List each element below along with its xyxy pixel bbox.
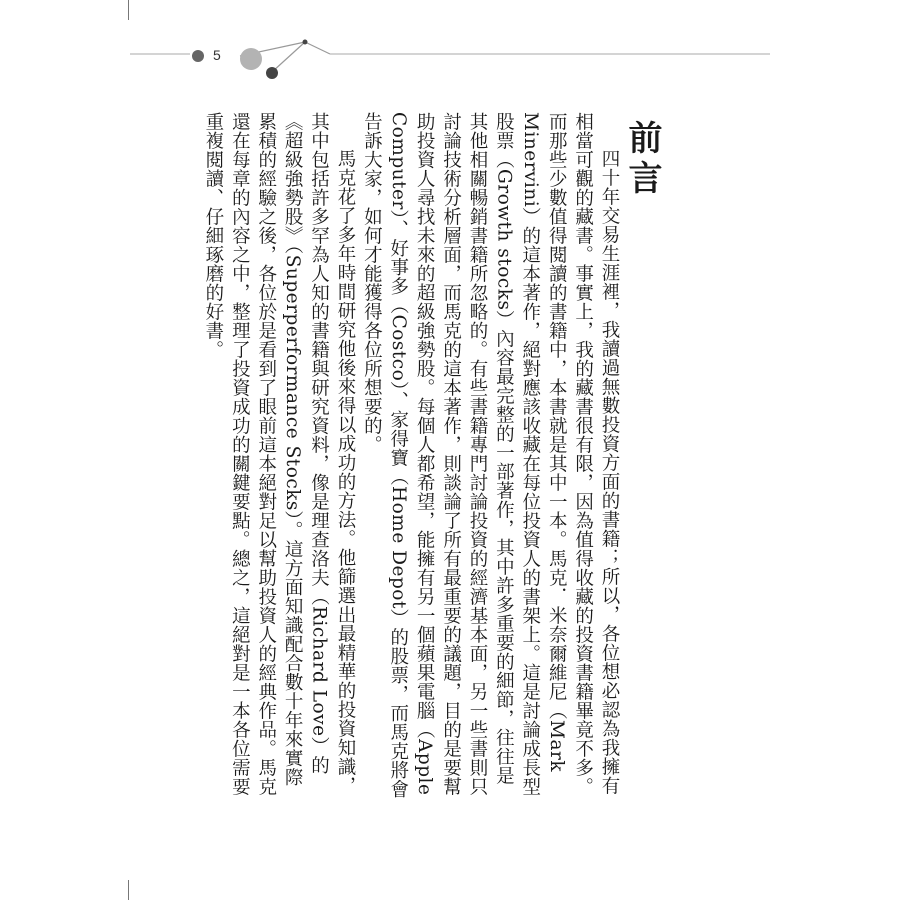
- page-number: 5: [213, 47, 221, 63]
- article-body: [202, 112, 680, 802]
- header-dot-large: [240, 48, 262, 70]
- crop-mark-bottom: [128, 880, 129, 900]
- header-dot-dark: [266, 67, 278, 79]
- header-zigzag-diagonal: [272, 42, 305, 72]
- header-dot-small: [192, 50, 204, 62]
- paragraph: 馬克花了多年時間研究他後來得以成功的方法。他篩選出最精華的投資知識，其中包括許多罕為人知的書籍與研究資料，像是理查洛夫（Richard Love）的《超級強勢股》（Superperformance Stocks）。這方面知識配合數十年來實際累積的經驗之後，各位於是看到了眼前這本絕對足以幫助投資人的經典作品。馬克還在每章的內容之中，整理了投資成功的關鍵要點。總之，這絕對是一本各位需要重複閱讀、仔細琢磨的好書。: [202, 112, 356, 796]
- header-decoration: [130, 30, 780, 85]
- crop-mark-top: [128, 0, 129, 20]
- paragraph: 四十年交易生涯裡，我讀過無數投資方面的書籍；所以，各位想必認為我擁有相當可觀的藏書。事實上，我的藏書很有限，因為值得收藏的投資書籍畢竟不多。而那些少數值得閱讀的書籍中，本書就是其中一本。馬克．米奈爾維尼（Mark Minervini）的這本著作，絕對應該收藏在每位投資人的書架上。這是討論成長型股票（Growth stocks）內容最完整的一部著作，其中許多重要的細節，往往是其他相關暢銷書籍所忽略的。有些書籍專門討論投資的經濟基本面，另一些書則只討論技術分析層面，而馬克的這本著作，則談論了所有最重要的議題，目的是要幫助投資人尋找未來的超級強勢股。每個人都希望，能擁有另一個蘋果電腦（Apple Computer）、好事多（Costco）、家得寶（Home Depot）的股票，而馬克將會告訴大家，如何才能獲得各位所想要的。: [361, 112, 620, 799]
- article-title: 前言: [622, 120, 662, 200]
- header-dot-tiny: [303, 40, 308, 45]
- header-zigzag-down: [305, 42, 330, 54]
